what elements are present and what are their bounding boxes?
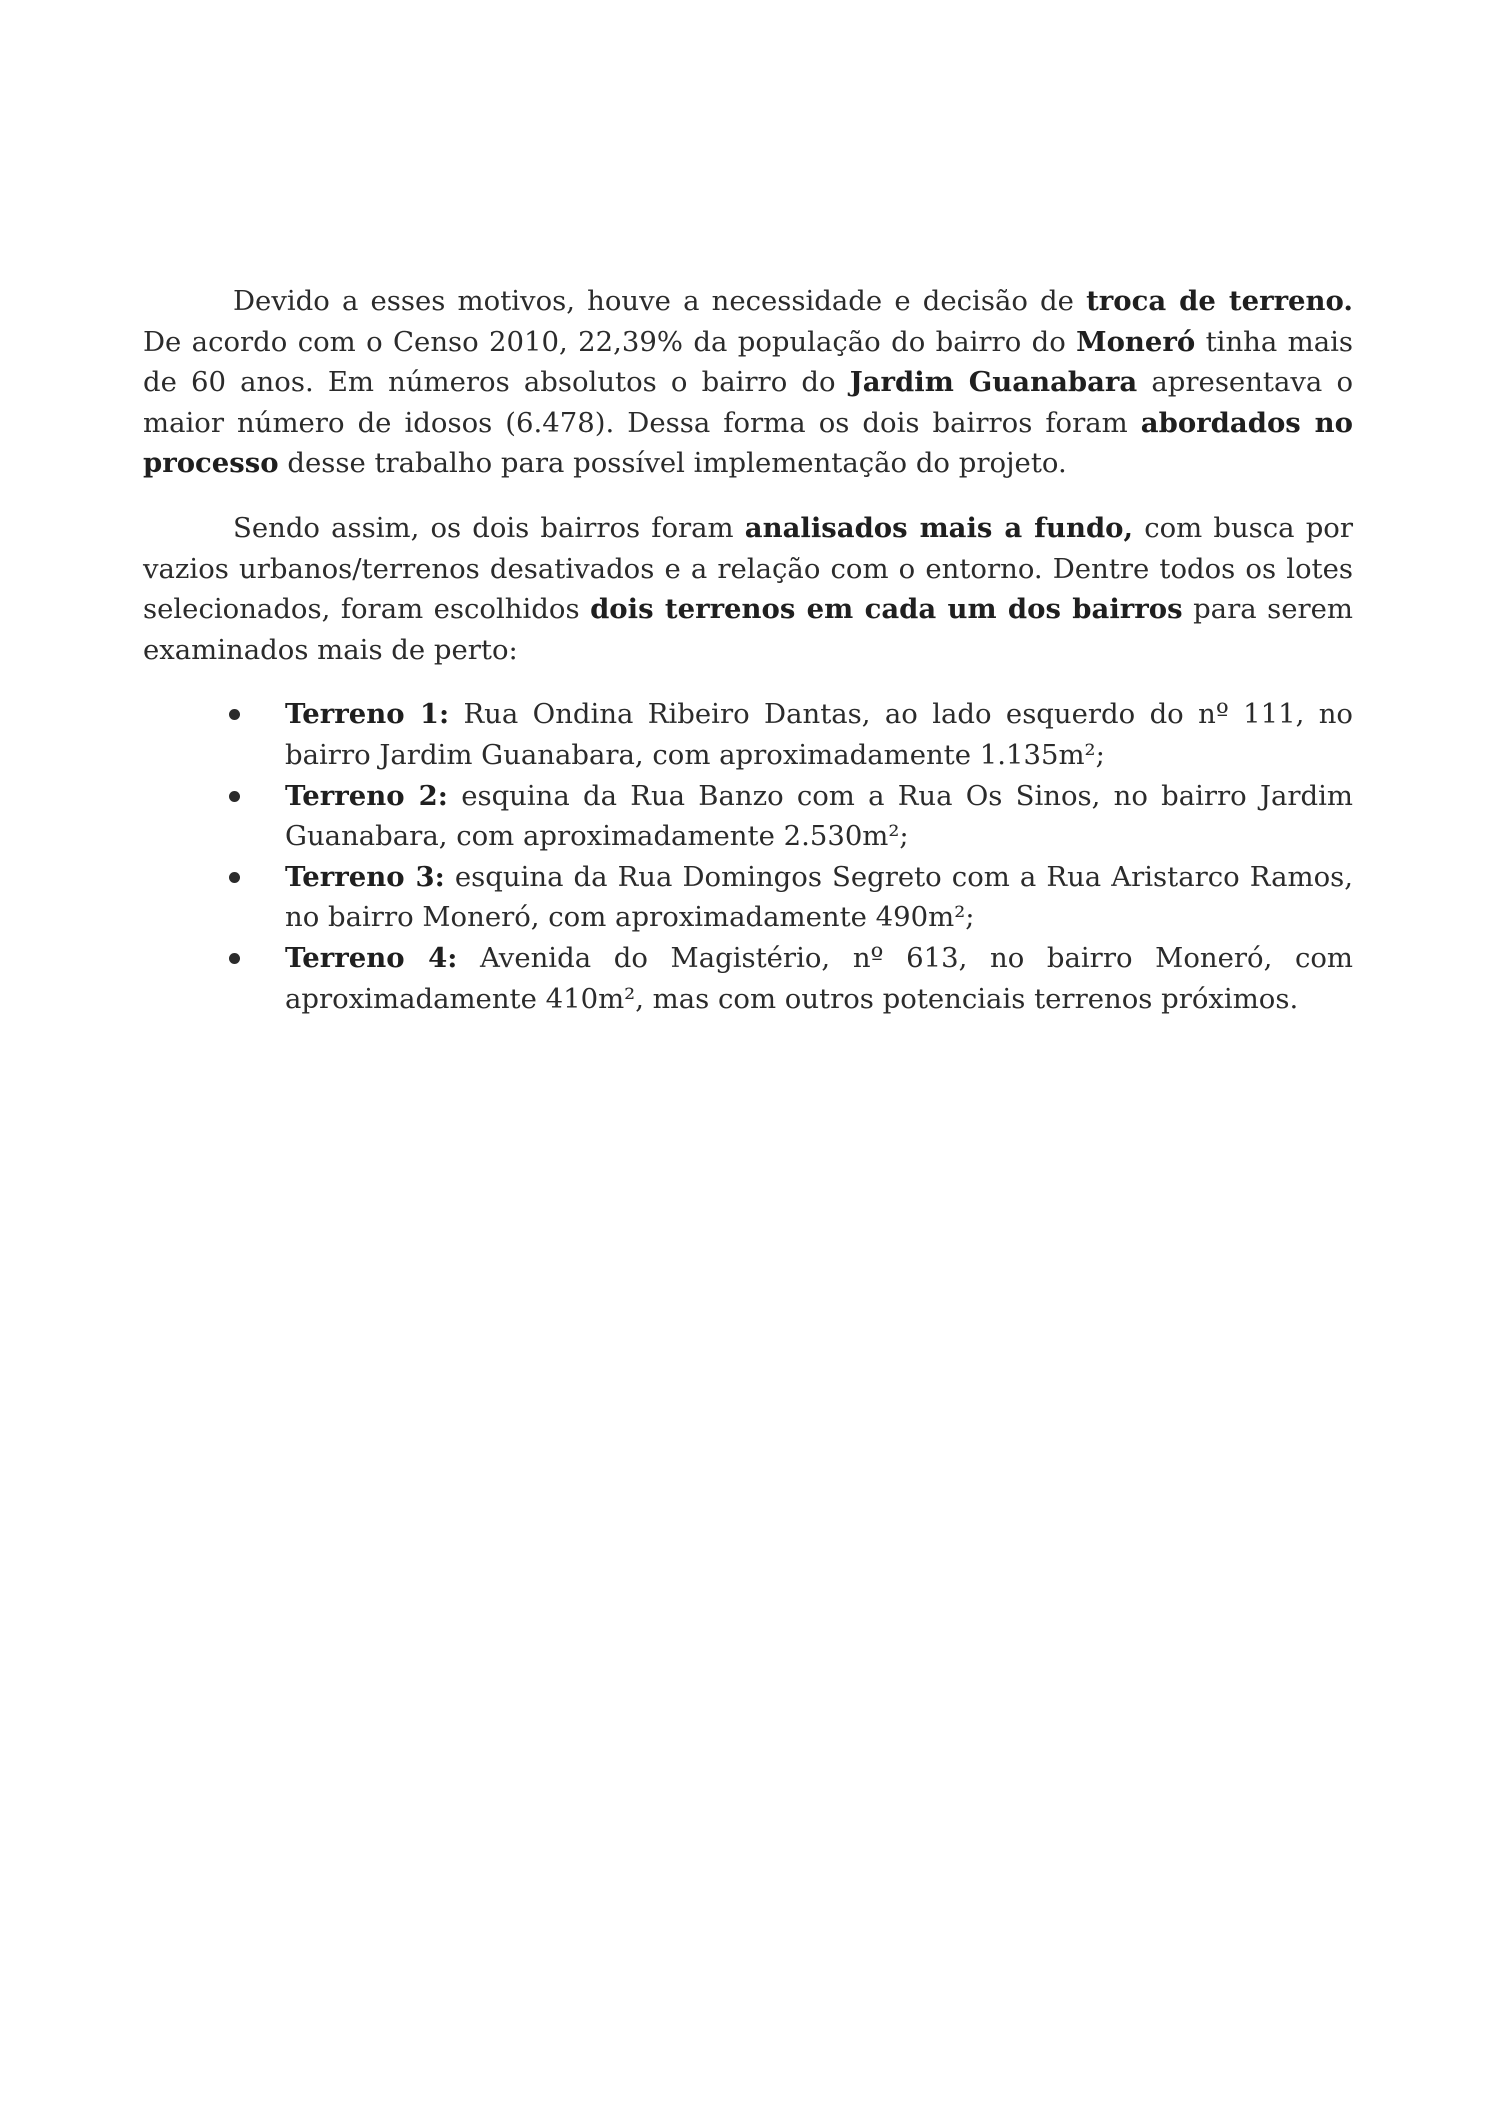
- paragraph-1-bold-abordados: abordados no processo: [143, 406, 1354, 480]
- terreno-label: Terreno 3:: [285, 860, 445, 893]
- bullet-icon: [229, 872, 240, 883]
- document-body: [143, 281, 1353, 1019]
- paragraph-1-bold-monero: Moneró: [1076, 325, 1196, 358]
- paragraph-1-segment: Devido a esses motivos, houve a necessidade e decisão de: [233, 285, 1087, 317]
- paragraph-2-segment: para serem examinados mais de perto:: [143, 593, 1353, 666]
- paragraph-1-segment: desse trabalho para possível implementação do projeto.: [278, 447, 1067, 480]
- terreno-description: Avenida do Magistério, nº 613, no bairro Moneró, com aproximadamente 410m², mas com outros potenciais terrenos próximos.: [285, 941, 1354, 1015]
- paragraph-2-segment: Sendo assim, os dois bairros foram: [233, 511, 745, 544]
- terreno-label: Terreno 4:: [285, 941, 458, 974]
- paragraph-1-segment: tinha mais de 60 anos. Em números absolutos o bairro do: [143, 325, 1353, 399]
- paragraph-2-bold-dois-terrenos: dois terrenos em cada um dos bairros: [590, 593, 1183, 626]
- terrenos-list: [143, 694, 1353, 1019]
- list-item-terreno-2: [143, 776, 1353, 857]
- paragraph-2: [143, 508, 1353, 670]
- terreno-label: Terreno 2:: [285, 779, 448, 812]
- paragraph-1-bold-troca-de-terreno: troca de terreno.: [1086, 285, 1353, 317]
- paragraph-1-segment: De acordo com o Censo 2010, 22,39% da população do bairro do: [143, 325, 1077, 358]
- bullet-icon: [229, 709, 240, 720]
- paragraph-2-bold-analisados: analisados mais a fundo,: [744, 511, 1134, 544]
- terreno-label: Terreno 1:: [285, 698, 450, 731]
- list-item-terreno-3: [143, 857, 1353, 938]
- list-item-terreno-4: [143, 938, 1353, 1019]
- terreno-description: esquina da Rua Domingos Segreto com a Rua Aristarco Ramos, no bairro Moneró, com aproximadamente 490m²;: [285, 860, 1353, 934]
- bullet-icon: [229, 953, 240, 964]
- paragraph-1-bold-jardim-guanabara: Jardim Guanabara: [849, 366, 1138, 399]
- list-item-terreno-1: [143, 694, 1353, 775]
- bullet-icon: [229, 791, 240, 802]
- paragraph-2-segment: com busca por vazios urbanos/terrenos desativados e a relação com o entorno. Dentre todos os lotes selecionados, foram escolhidos: [143, 511, 1353, 626]
- paragraph-1: [143, 281, 1353, 484]
- terreno-description: Rua Ondina Ribeiro Dantas, ao lado esquerdo do nº 111, no bairro Jardim Guanabara, com aproximadamente 1.135m²;: [285, 698, 1353, 771]
- terreno-description: esquina da Rua Banzo com a Rua Os Sinos, no bairro Jardim Guanabara, com aproximadamente 2.530m²;: [285, 779, 1354, 853]
- paragraph-1-segment: apresentava o maior número de idosos (6.478). Dessa forma os dois bairros foram: [143, 366, 1353, 439]
